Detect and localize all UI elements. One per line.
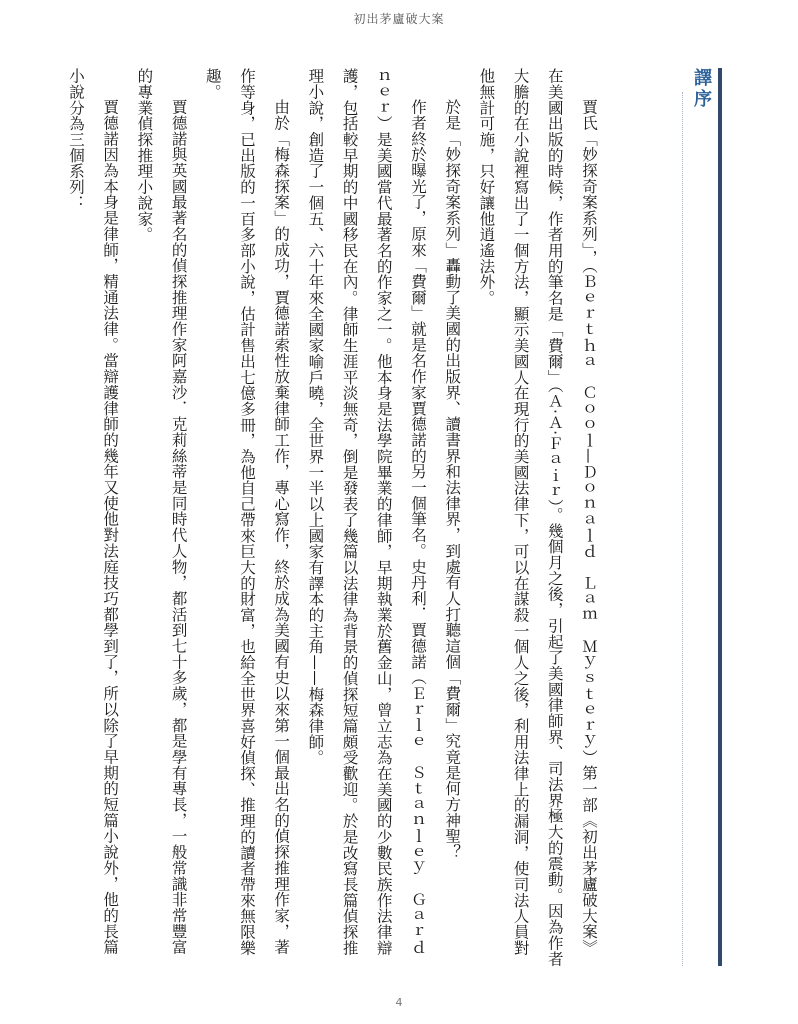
paragraph: 賈德諾因為本身是律師，精通法律。當辯護律師的幾年又使他對法庭技巧都學到了，所以除了早期的短篇小說外，他的長篇小說分為三個系列：: [66, 68, 120, 955]
section-accent-bar: [718, 68, 722, 966]
running-header: 初出茅廬破大案: [353, 12, 445, 26]
section-heading: 譯序: [691, 68, 712, 110]
paragraph: 賈德諾與英國最著名的偵探推理作家阿嘉沙．克莉絲蒂是同時代人物，都活到七十多歲，都是學有專長，一般常識非常豐富的專業偵探推理小說家。: [135, 68, 188, 955]
heading-divider: [682, 92, 683, 966]
paragraph: 賈氏「妙探奇案系列」，（Ｂｅｒｔｈａ Ｃｏｏｌ—Ｄｏｎａｌｄ Ｌａｍ Ｍｙｓｔｅｒｙ）第一部《初出茅廬破大案》在美國出版的時候，作者用的筆名是「費爾」（Ａ·Ａ·Ｆａｉｒ）。幾個月之後，引起了美國律師界、司法界極大的震動。因為作者大膽的在小說裡寫出了一個方法，顯示美國人在現行的美國法律下，可以在謀殺一個人之後，利用法律上的漏洞，使司法人員對他無計可施，只好讓他逍遙法外。: [477, 68, 598, 967]
paragraph: 由於「梅森探案」的成功，賈德諾索性放棄律師工作，專心寫作，終於成為美國有史以來第一個最出名的偵探推理作家，著作等身，已出版的一百多部小說，估計售出七億多冊，為他自己帶來巨大的財富，也給全世界喜好偵探、推理的讀者帶來無限樂趣。: [203, 68, 291, 956]
page-number: 4: [395, 996, 403, 1009]
paragraph: 於是「妙探奇案系列」轟動了美國的出版界、讀書界和法律界，到處有人打聽這個「費爾」究竟是何方神聖？: [443, 99, 462, 860]
body-text: [6, 68, 606, 968]
paragraph: 作者終於曝光了，原來「費爾」就是名作家賈德諾的另一個筆名。史丹利．賈德諾（Ｅｒｌｅ Ｓｔａｎｌｅｙ Ｇａｒｄｎｅｒ）是美國當代最著名的作家之一。他本身是法學院畢業的律師，早期執業於舊金山，曾立志為在美國的少數民族作法律辯護，包括較早期的中國移民在內。律師生涯平淡無奇，倒是發表了幾篇以法律為背景的偵探短篇頗受歡迎。於是改寫長篇偵探推理小說，創造了一個五、六十年來全國家喻戶曉，全世界一半以上國家有譯本的主角——梅森律師。: [306, 68, 427, 956]
